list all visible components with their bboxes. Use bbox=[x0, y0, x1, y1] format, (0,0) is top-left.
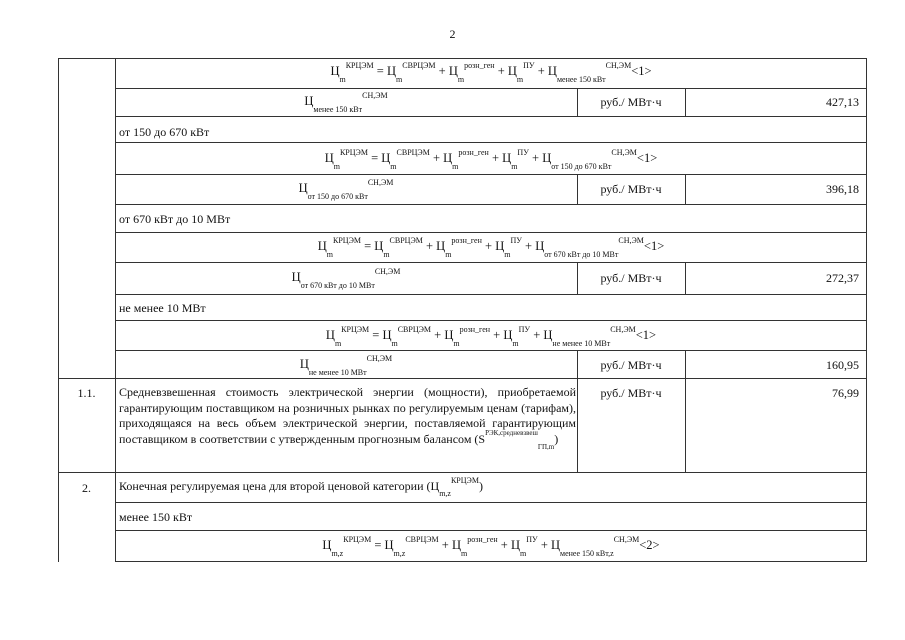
section-heading: Конечная регулируемая цена для второй ценовой категории $(Ц_{m,z}^{КРЦЭМ})$ bbox=[119, 476, 483, 499]
page-number: 2 bbox=[449, 27, 456, 41]
formula-krcem: $Ц_m^{КРЦЭМ} = Ц_m^{СВРЦЭМ} + Ц_m^{розн\_ген} + Ц_m^{ПУ} + Ц_{от 150 до 670 кВт}^{СН,ЭМ}<1>$ bbox=[324, 147, 658, 171]
formula-krcem: $Ц_m^{КРЦЭМ} = Ц_m^{СВРЦЭМ} + Ц_m^{розн\_ген} + Ц_m^{ПУ} + Ц_{менее 150 кВт}^{СН,ЭМ}<1>$ bbox=[330, 60, 652, 84]
row-divider bbox=[115, 530, 867, 531]
formula-krcem: $Ц_m^{КРЦЭМ} = Ц_m^{СВРЦЭМ} + Ц_m^{розн\_ген} + Ц_m^{ПУ} + Ц_{не менее 10 МВт}^{СН,ЭМ}<1>$ bbox=[325, 324, 657, 348]
component-symbol: $Ц_{не менее 10 МВт}^{СН,ЭМ}$ bbox=[299, 353, 393, 377]
row-divider bbox=[115, 88, 867, 89]
range-label: от 150 до 670 кВт bbox=[119, 125, 210, 139]
row-divider bbox=[115, 502, 867, 503]
formula-krcem-z: $Ц_{m,z}^{КРЦЭМ} = Ц_{m,z}^{СВРЦЭМ} + Ц_m^{розн\_ген} + Ц_m^{ПУ} + Ц_{менее 150 кВт,z}^{СН,ЭМ}<2>$ bbox=[322, 534, 660, 558]
tariff-value: 396,18 bbox=[826, 182, 859, 196]
tariff-value: 76,99 bbox=[832, 386, 859, 400]
row-divider bbox=[115, 320, 867, 321]
tariff-table bbox=[58, 58, 867, 562]
row-divider bbox=[115, 116, 867, 117]
table-border-top bbox=[58, 58, 867, 59]
component-symbol: $Ц_{от 150 до 670 кВт}^{СН,ЭМ}$ bbox=[298, 177, 394, 201]
range-label: от 670 кВт до 10 МВт bbox=[119, 212, 231, 226]
item-number: 2. bbox=[82, 481, 91, 495]
column-divider bbox=[115, 58, 116, 562]
row-divider bbox=[115, 232, 867, 233]
unit-label: руб./ МВт·ч bbox=[600, 358, 662, 372]
formula-krcem: $Ц_m^{КРЦЭМ} = Ц_m^{СВРЦЭМ} + Ц_m^{розн\_ген} + Ц_m^{ПУ} + Ц_{от 670 кВт до 10 МВт}^{СН,ЭМ}<1>$ bbox=[317, 235, 665, 259]
row-divider bbox=[115, 561, 867, 562]
item-description: Средневзвешенная стоимость электрической энергии (мощности), приобретаемой гарантирующим поставщиком на розничных рынках по регулируемым ценам (тарифам), приходящаяся на весь объем электрической энергии, поставляемой гарантирующим поставщиком в соответствии с утвержденным прогнозным балансом $(S^{РЭК,средневзвеш}_{ГП,m})$ bbox=[119, 385, 576, 451]
row-divider bbox=[115, 262, 867, 263]
table-border-right bbox=[866, 58, 867, 562]
range-label: не менее 10 МВт bbox=[119, 301, 206, 315]
item-number: 1.1. bbox=[77, 386, 96, 400]
row-divider bbox=[115, 174, 867, 175]
row-divider bbox=[115, 142, 867, 143]
row-divider bbox=[115, 350, 867, 351]
unit-label: руб./ МВт·ч bbox=[600, 386, 662, 400]
row-divider bbox=[115, 204, 867, 205]
tariff-value: 427,13 bbox=[826, 95, 859, 109]
tariff-value: 160,95 bbox=[826, 358, 859, 372]
row-divider bbox=[115, 294, 867, 295]
unit-label: руб./ МВт·ч bbox=[600, 182, 662, 196]
component-symbol: $Ц_{менее 150 кВт}^{СН,ЭМ}$ bbox=[304, 90, 388, 114]
row-divider bbox=[58, 378, 867, 379]
component-symbol: $Ц_{от 670 кВт до 10 МВт}^{СН,ЭМ}$ bbox=[291, 266, 401, 290]
range-label: менее 150 кВт bbox=[119, 510, 193, 524]
tariff-value: 272,37 bbox=[826, 271, 859, 285]
unit-label: руб./ МВт·ч bbox=[600, 271, 662, 285]
unit-label: руб./ МВт·ч bbox=[600, 95, 662, 109]
row-divider bbox=[58, 472, 867, 473]
